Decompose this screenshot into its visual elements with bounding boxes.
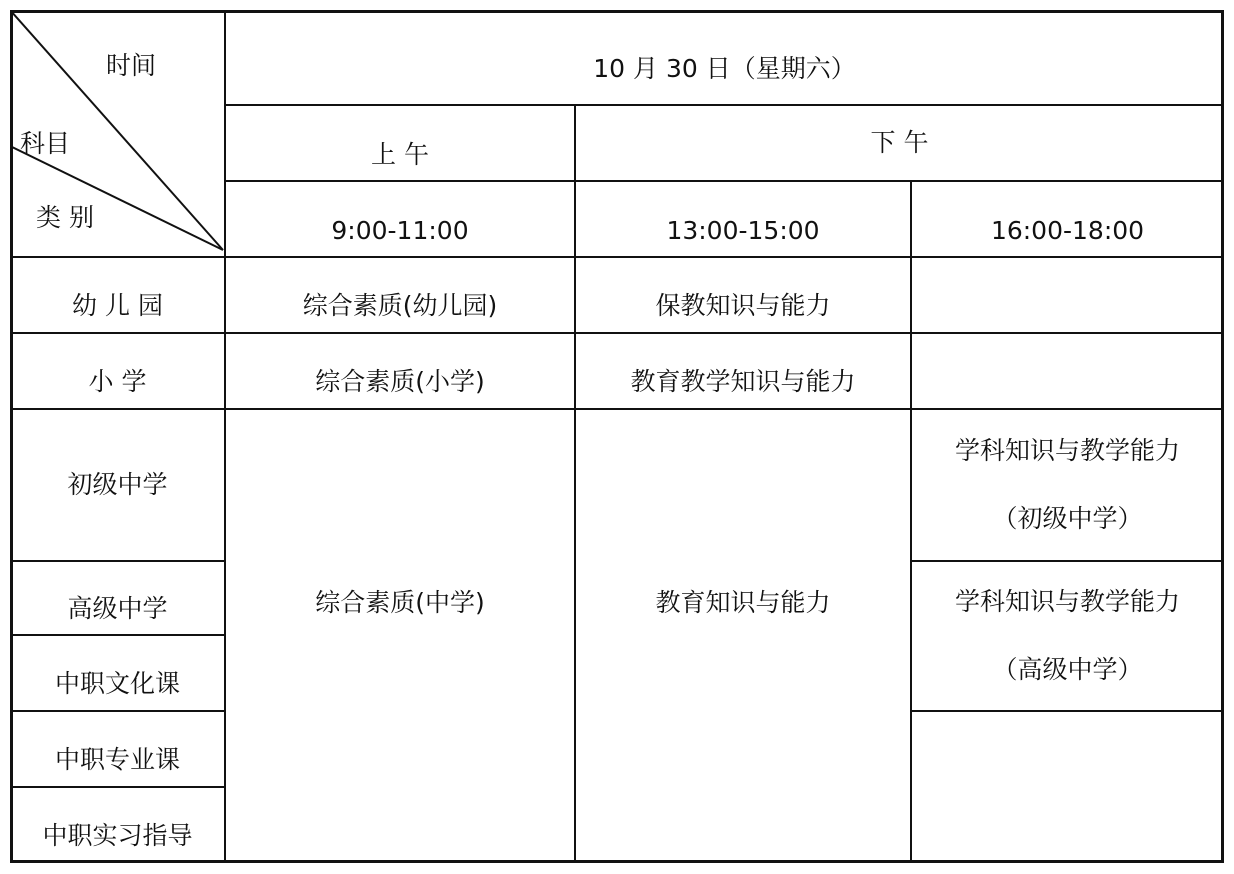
subject-junior-late — [911, 409, 1224, 561]
subject-primary-pm: 教育教学知识与能力 — [630, 366, 856, 396]
subject-kindergarten-pm: 保教知识与能力 — [655, 290, 831, 320]
session-afternoon: 下 午 — [870, 127, 929, 157]
subject-senior-late-line2: （高级中学） — [992, 655, 1143, 684]
time-slot-1: 9:00-11:00 — [331, 215, 469, 245]
category-senior-middle: 高级中学 — [67, 593, 168, 623]
subject-middle-am: 综合素质(中学) — [315, 587, 485, 617]
corner-subject-label: 科目 — [20, 129, 71, 158]
subject-junior-late-line1: 学科知识与教学能力 — [954, 435, 1180, 465]
subject-senior-late-line1: 学科知识与教学能力 — [954, 586, 1180, 616]
category-vocational-practice: 中职实习指导 — [42, 820, 193, 850]
category-vocational-major: 中职专业课 — [54, 744, 180, 774]
subject-middle-pm: 教育知识与能力 — [655, 587, 831, 617]
subject-primary-am: 综合素质(小学) — [315, 366, 485, 396]
time-slot-3: 16:00-18:00 — [990, 215, 1145, 245]
corner-time-label: 时间 — [106, 51, 157, 80]
subject-junior-late-line2: （初级中学） — [992, 504, 1143, 533]
session-morning: 上 午 — [371, 139, 429, 169]
exam-schedule-table — [10, 10, 1224, 863]
category-junior-middle: 初级中学 — [67, 469, 168, 499]
subject-senior-late — [911, 561, 1224, 711]
exam-date: 10 月 30 日（星期六） — [593, 54, 856, 84]
time-slot-2: 13:00-15:00 — [666, 215, 820, 245]
category-kindergarten: 幼 儿 园 — [72, 290, 163, 320]
corner-category-label: 类 别 — [36, 203, 94, 232]
category-vocational-culture: 中职文化课 — [54, 668, 180, 698]
subject-kindergarten-am: 综合素质(幼儿园) — [302, 290, 498, 320]
category-primary: 小 学 — [88, 366, 147, 396]
